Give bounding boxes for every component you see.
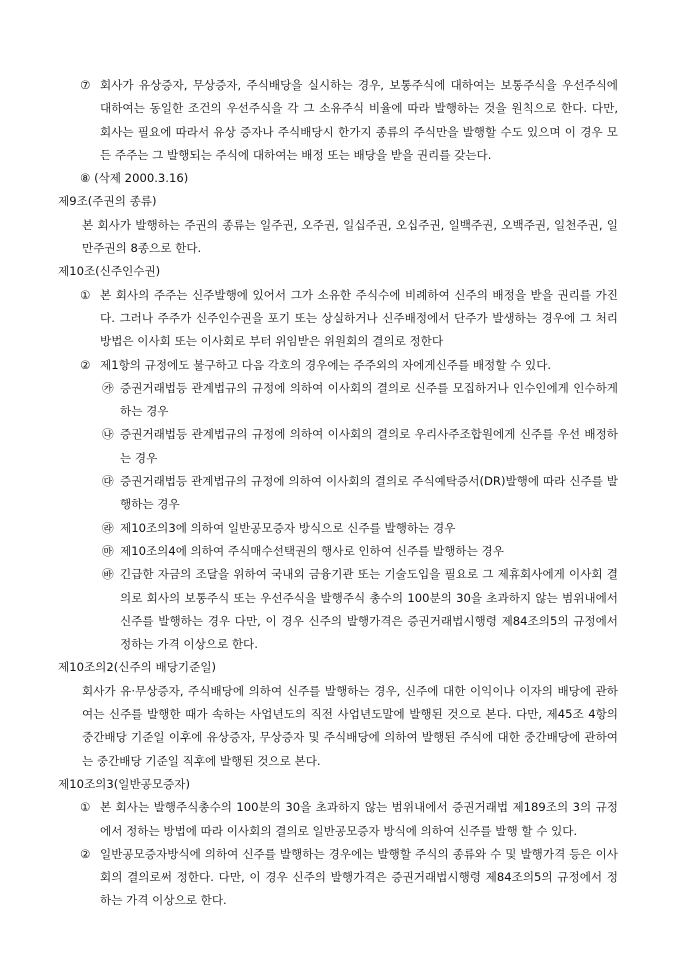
item-marker: ⑦ xyxy=(80,78,91,92)
item-marker: ② xyxy=(80,357,91,372)
article-10-3-item-2 xyxy=(58,843,618,913)
article-9-body: 본 회사가 발행하는 주권의 종류는 일주권, 오주권, 일십주권, 오십주권, 일백주권, 오백주권, 일천주권, 일만주권의 8종으로 한다. xyxy=(82,217,618,256)
article-10-2-heading: 제10조의2(신주의 배당기준일) xyxy=(58,660,217,675)
article-10-2-body: 회사가 유·무상증자, 주식배당에 의하여 신주를 발행하는 경우, 신주에 대한 이익이나 이자의 배당에 관하여는 신주를 발행한 때가 속하는 사업년도의 직전 사업년도말에 발행된 것으로 본다. 다만, 제45조 4항의 중간배당 기준일 이후에 유상증자, 무상증자 및 주식배당에 의하여 발행된 주식에 대한 중간배당에 관하여는 중간배당 기준일 직후에 발행된 것으로 본다. xyxy=(82,683,618,768)
article-10-3-heading: 제10조의3(일반공모증자) xyxy=(58,776,190,791)
subitem-marker: ㉱ xyxy=(102,520,114,535)
articles-of-incorporation-text xyxy=(58,74,618,913)
item-text: 제1항의 규정에도 불구하고 다음 각호의 경우에는 주주외의 자에게신주를 배정할 수 있다. xyxy=(100,357,552,372)
article-10-item-2 xyxy=(58,354,618,377)
subitem-marker: ㉰ xyxy=(102,474,114,489)
subitem-text: 증권거래법등 관계법규의 규정에 의하여 이사회의 결의로 우리사주조합원에게 신주를 우선 배정하는 경우 xyxy=(120,427,618,465)
subitem-marker: ㉯ xyxy=(102,427,114,442)
article-10-subitem-2 xyxy=(58,423,618,470)
item-marker: ① xyxy=(80,800,91,815)
article-10-subitem-5 xyxy=(58,540,618,563)
article-10-subitem-1 xyxy=(58,377,618,424)
article-10-3-item-1 xyxy=(58,796,618,843)
article-8-item-8: ⑧ (삭제 2000.3.16) xyxy=(80,171,189,186)
subitem-marker: ㉳ xyxy=(102,567,114,582)
item-text: 본 회사의 주주는 신주발행에 있어서 그가 소유한 주식수에 비례하여 신주의 배정을 받을 권리를 가진다. 그러나 주주가 신주인수권을 포기 또는 상실하거나 신주배정에서 단주가 발생하는 경우에 그 처리방법은 이사회 또는 이사회로 부터 위임받은 위원회의 결의로 정한다 xyxy=(100,287,618,349)
subitem-text: 제10조의3에 의하여 일반공모증자 방식으로 신주를 발행하는 경우 xyxy=(120,520,456,535)
subitem-marker: ㉲ xyxy=(102,543,114,558)
article-10-item-1 xyxy=(58,284,618,354)
item-text: 일반공모증자방식에 의하여 신주를 발행하는 경우에는 발행할 주식의 종류와 수 및 발행가격 등은 이사회의 결의로써 정한다. 다만, 이 경우 신주의 발행가격은 증권거래법시행령 제84조의5의 규정에서 정하는 가격 이상으로 한다. xyxy=(100,846,618,908)
item-marker: ① xyxy=(80,287,91,302)
subitem-text: 제10조의4에 의하여 주식매수선택권의 행사로 인하여 신주를 발행하는 경우 xyxy=(120,543,504,558)
subitem-text: 증권거래법등 관계법규의 규정에 의하여 이사회의 결의로 주식예탁증서(DR)발행에 따라 신주를 발행하는 경우 xyxy=(120,474,618,512)
article-10-heading: 제10조(신주인수권) xyxy=(58,264,161,279)
subitem-marker: ㉮ xyxy=(102,380,114,395)
item-text: 본 회사는 발행주식총수의 100분의 30을 초과하지 않는 범위내에서 증권거래법 제189조의 3의 규정에서 정하는 방법에 따라 이사회의 결의로 일반공모증자 방식에 의하여 신주를 발행 할 수 있다. xyxy=(100,800,618,838)
subitem-text: 증권거래법등 관계법규의 규정에 의하여 이사회의 결의로 신주를 모집하거나 인수인에게 인수하게 하는 경우 xyxy=(120,380,618,419)
article-9-heading: 제9조(주권의 종류) xyxy=(58,194,157,209)
article-10-subitem-6 xyxy=(58,563,618,656)
article-10-subitem-4 xyxy=(58,517,618,540)
item-text: 회사가 유상증자, 무상증자, 주식배당을 실시하는 경우, 보통주식에 대하여는 보통주식을 우선주식에 대하여는 동일한 조건의 우선주식을 각 그 소유주식 비율에 따라 발행하는 것을 원칙으로 한다. 다만, 회사는 필요에 따라서 유상 증자나 주식배당시 한가지 종류의 주식만을 발행할 수도 있으며 이 경우 모든 주주는 그 발행되는 주식에 대하여는 배정 또는 배당을 받을 권리를 갖는다. xyxy=(100,78,618,162)
item-marker: ② xyxy=(80,846,91,861)
article-8-item-7 xyxy=(58,74,618,167)
subitem-text: 긴급한 자금의 조달을 위하여 국내외 금융기관 또는 기술도입을 필요로 그 제휴회사에게 이사회 결의로 회사의 보통주식 또는 우선주식을 발행주식 총수의 100분의 30을 초과하지 않는 범위내에서 신주를 발행하는 경우 다만, 이 경우 신주의 발행가격은 증권거래법시행령 제84조의5의 규정에서 정하는 가격 이상으로 한다. xyxy=(120,567,618,652)
article-10-subitem-3 xyxy=(58,470,618,517)
